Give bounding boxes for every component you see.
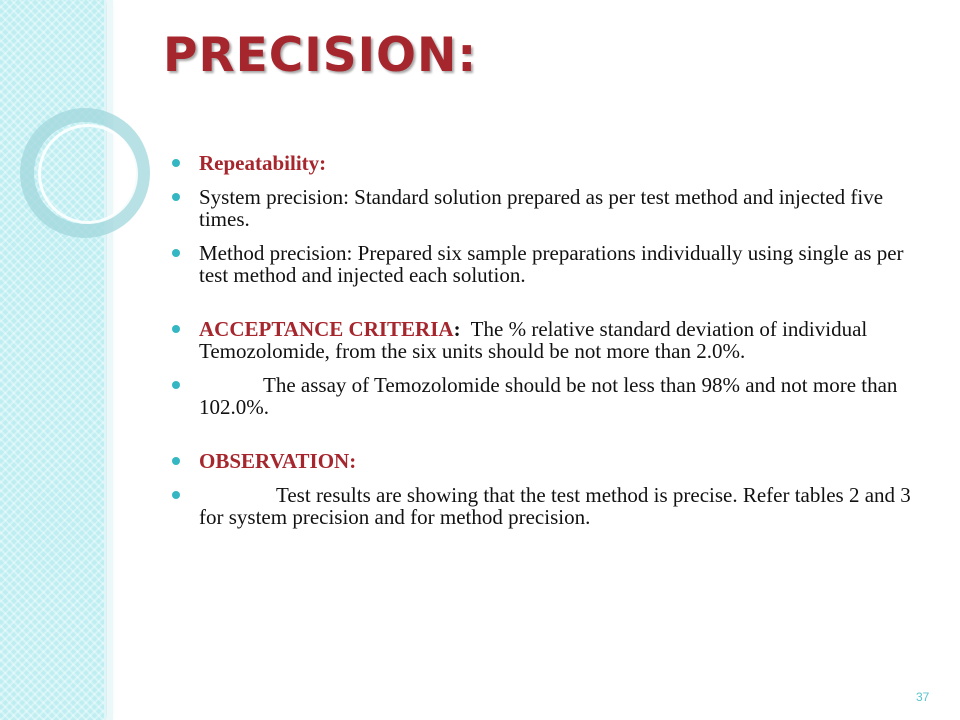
- bullet-dot-icon: [172, 325, 180, 333]
- side-band-edge: [107, 0, 113, 720]
- bullet-observation: [172, 450, 932, 472]
- bullet-acceptance-criteria: [172, 318, 932, 362]
- method-precision-text: Method precision: Prepared six sample preparations individually using single as per test method and injected each solution.: [199, 241, 904, 287]
- bullet-dot-icon: [172, 249, 180, 257]
- bullet-system-precision: [172, 186, 932, 230]
- observation-heading: OBSERVATION:: [199, 449, 357, 473]
- bullet-method-precision: [172, 242, 932, 286]
- bullet-repeatability: [172, 152, 932, 174]
- slide-title: PRECISION:: [163, 28, 478, 83]
- acceptance-criteria-label: ACCEPTANCE CRITERIA: [199, 317, 454, 341]
- bullet-dot-icon: [172, 381, 180, 389]
- slide-content: [172, 152, 932, 540]
- bullet-dot-icon: [172, 159, 180, 167]
- acceptance-criteria-text: The % relative standard deviation of individual Temozolomide, from the six units should be not more than 2.0%.: [199, 317, 873, 363]
- bullet-list: [172, 152, 932, 528]
- observation-text: Test results are showing that the test method is precise. Refer tables 2 and 3 for system precision and for method precision.: [199, 483, 911, 529]
- decorative-ring-highlight: [38, 124, 138, 224]
- bullet-dot-icon: [172, 457, 180, 465]
- repeatability-heading: Repeatability:: [199, 151, 327, 175]
- acceptance-criteria-colon: :: [453, 317, 461, 341]
- system-precision-text: System precision: Standard solution prepared as per test method and injected five times.: [199, 185, 884, 231]
- acceptance-criteria-heading: [199, 317, 461, 341]
- bullet-assay: [172, 374, 932, 418]
- bullet-observation-text: [172, 484, 932, 528]
- bullet-dot-icon: [172, 491, 180, 499]
- bullet-dot-icon: [172, 193, 180, 201]
- assay-text: The assay of Temozolomide should be not less than 98% and not more than 102.0%.: [199, 373, 898, 419]
- page-number: 37: [916, 690, 930, 704]
